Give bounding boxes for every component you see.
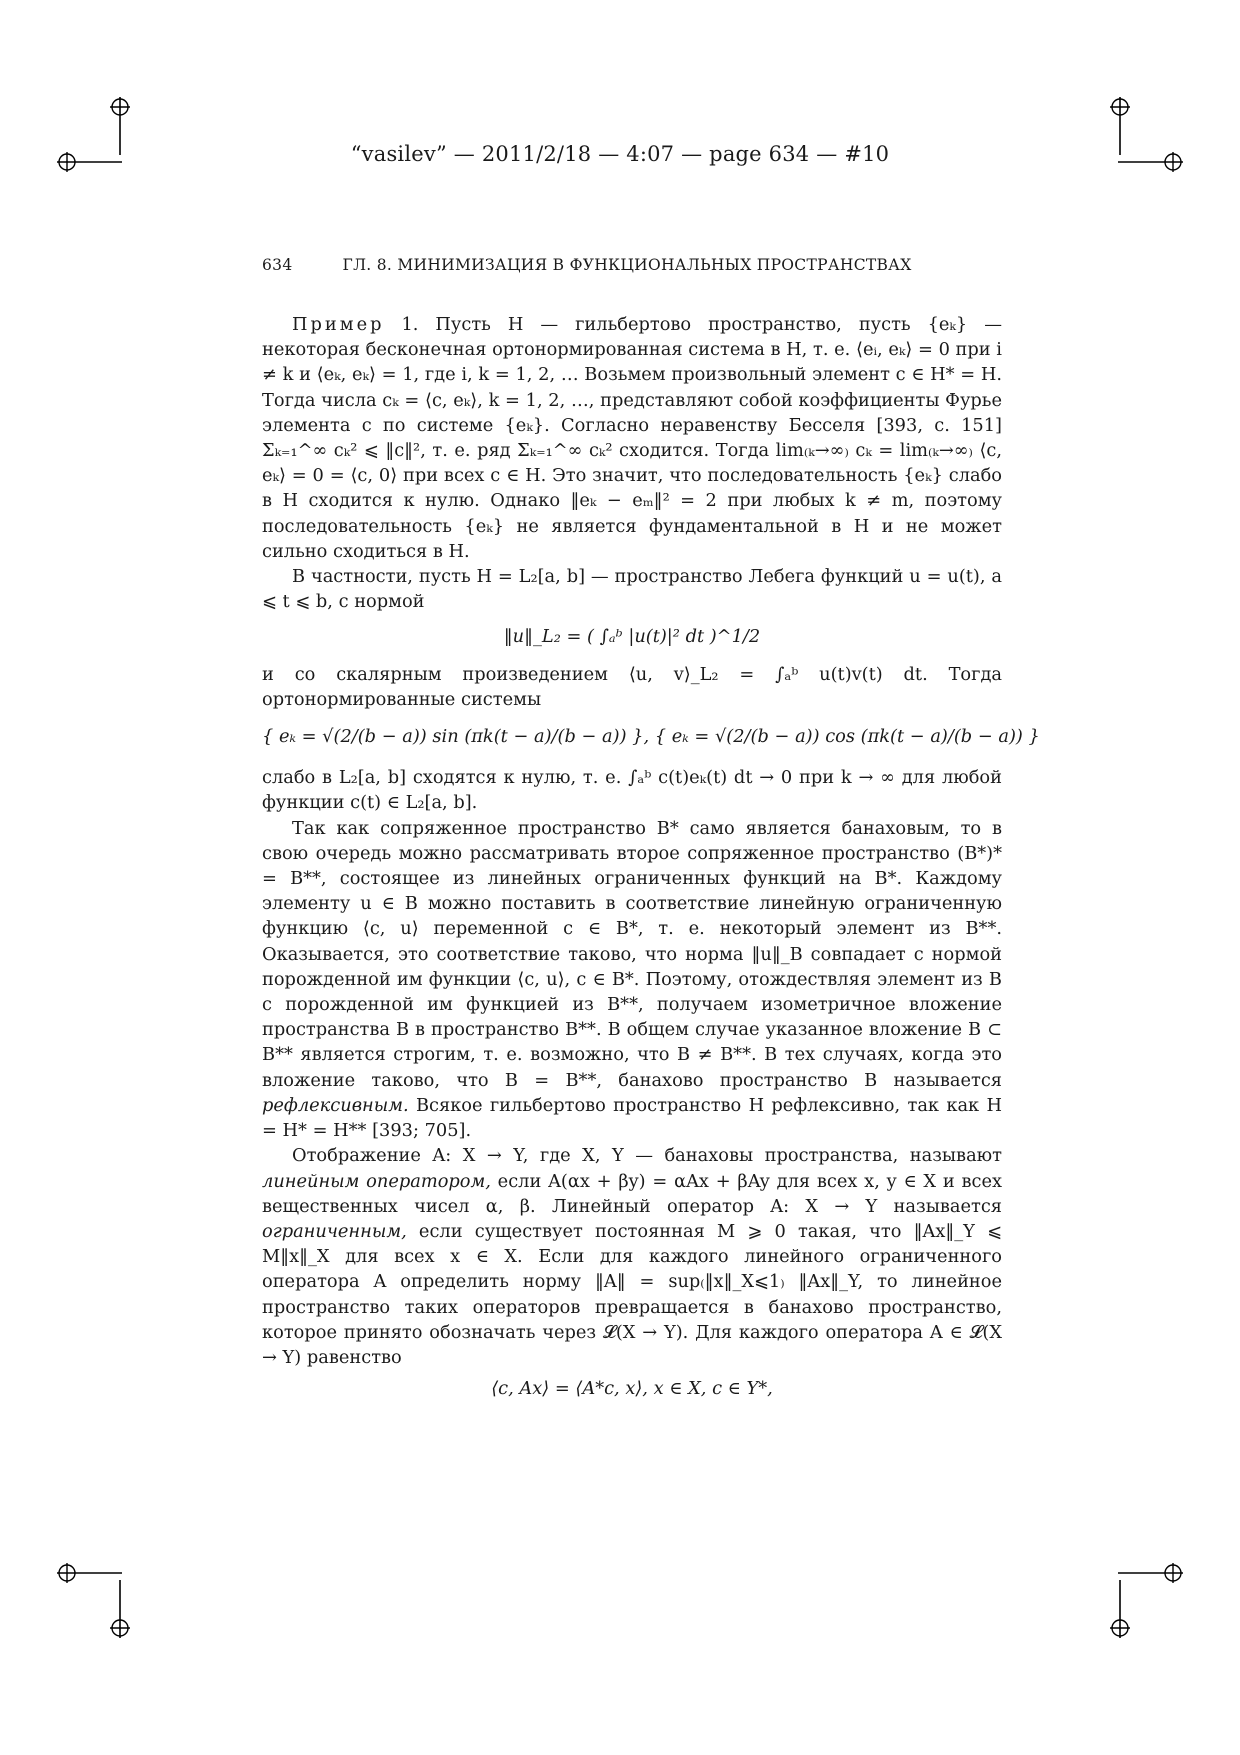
operator-text-b: если A(αx + βy) = αAx + βAy для всех x, y ∈ X и всех вещественных чисел α, β. Линейный оператор A: X → Y называется xyxy=(262,1170,1002,1217)
paragraph-scalar-product: и со скалярным произведением ⟨u, v⟩_L₂ = ∫ₐᵇ u(t)v(t) dt. Тогда ортонормированные системы xyxy=(262,663,1002,710)
operator-text-a: Отображение A: X → Y, где X, Y — банаховы пространства, называют xyxy=(292,1145,1002,1167)
crop-mark-top-left xyxy=(60,100,140,180)
running-head: “vasilev” — 2011/2/18 — 4:07 — page 634 — #10 xyxy=(350,142,890,166)
operator-text-c: если существует постоянная M ⩾ 0 такая, что ‖Ax‖_Y ⩽ M‖x‖_X для всех x ∈ X. Если для каждого линейного ограниченного оператора A определить норму ‖A‖ = sup₍‖x‖_X⩽1₎ ‖Ax‖_Y, то линейное пространство таких операторов превращается в банахово пространство, которое принято обозначать через 𝓛(X → Y). Для каждого оператора A ∈ 𝓛(X → Y) равенство xyxy=(262,1220,1003,1368)
equation-adjoint: ⟨c, Ax⟩ = ⟨A*c, x⟩, x ∈ X, c ∈ Y*, xyxy=(491,1378,773,1400)
equation-orthonormal-systems: { eₖ = √(2/(b − a)) sin (πk(t − a)/(b − a)) }, { eₖ = √(2/(b − a)) cos (πk(t − a)/(b − a)) } xyxy=(262,726,1040,748)
page-header xyxy=(262,256,1002,274)
page-number: 634 xyxy=(262,256,293,274)
paragraph-reflexive xyxy=(262,816,1002,1144)
reflexive-text-b: Всякое гильбертово пространство H рефлексивно, так как H = H* = H** [393; 705]. xyxy=(262,1094,1002,1142)
equation-norm: ‖u‖_L₂ = ( ∫ₐᵇ |u(t)|² dt )^1/2 xyxy=(503,626,761,648)
reflexive-text-a: Так как сопряженное пространство B* само является банаховым, то в свою очередь можно рассматривать второе сопряженное пространство (B*)* = B**, состоящее из линейных ограниченных функций на B*. Каждому элементу u ∈ B можно поставить в соответствие линейную ограниченную функцию ⟨c, u⟩ переменной c ∈ B*, т. е. некоторый элемент из B**. Оказывается, это соответствие таково, что норма ‖u‖_B совпадает с нормой порожденной им функции ⟨c, u⟩, c ∈ B*. Поэтому, отождествляя элемент из B с порожденной им функцией из B**, получаем изометричное вложение пространства B в пространство B**. В общем случае указанное вложение B ⊂ B** является строгим, т. е. возможно, что B ≠ B**. В тех случаях, когда это вложение таково, что B = B**, банахово пространство B называется xyxy=(262,817,1002,1091)
paragraph-weak-convergence: слабо в L₂[a, b] сходятся к нулю, т. е. ∫ₐᵇ c(t)eₖ(t) dt → 0 при k → ∞ для любой функции c(t) ∈ L₂[a, b]. xyxy=(262,767,1002,814)
term-linear-operator: линейным оператором, xyxy=(262,1170,491,1192)
example-text: 1. Пусть H — гильбертово пространство, пусть {eₖ} — некоторая бесконечная ортонормированная система в H, т. е. ⟨eᵢ, eₖ⟩ = 0 при i ≠ k и ⟨eₖ, eₖ⟩ = 1, где i, k = 1, 2, … Возьмем произвольный элемент c ∈ H* = H. Тогда числа cₖ = ⟨c, eₖ⟩, k = 1, 2, …, представляют собой коэффициенты Фурье элемента c по системе {eₖ}. Согласно неравенству Бесселя [393, с. 151] Σₖ₌₁^∞ cₖ² ⩽ ‖c‖², т. е. ряд Σₖ₌₁^∞ cₖ² сходится. Тогда lim₍ₖ→∞₎ cₖ = lim₍ₖ→∞₎ ⟨c, eₖ⟩ = 0 = ⟨c, 0⟩ при всех c ∈ H. Это значит, что последовательность {eₖ} слабо в H сходится к нулю. Однако ‖eₖ − eₘ‖² = 2 при любых k ≠ m, поэтому последовательность {eₖ} не является фундаментальной в H и не может сильно сходиться в H. xyxy=(262,314,1002,562)
paragraph-example xyxy=(262,312,1002,564)
term-bounded: ограниченным, xyxy=(262,1220,407,1242)
main-text xyxy=(262,312,1040,1407)
chapter-title: ГЛ. 8. МИНИМИЗАЦИЯ В ФУНКЦИОНАЛЬНЫХ ПРОСТРАНСТВАХ xyxy=(342,256,912,274)
crop-mark-bottom-left xyxy=(60,1560,140,1640)
crop-mark-bottom-right xyxy=(1100,1560,1180,1640)
example-label: Пример xyxy=(292,314,385,335)
paragraph-linear-operator xyxy=(262,1143,1002,1370)
term-reflexive: рефлексивным. xyxy=(262,1094,409,1116)
paragraph-l2-space: В частности, пусть H = L₂[a, b] — пространство Лебега функций u = u(t), a ⩽ t ⩽ b, с нормой xyxy=(262,566,1002,613)
crop-mark-top-right xyxy=(1100,100,1180,180)
